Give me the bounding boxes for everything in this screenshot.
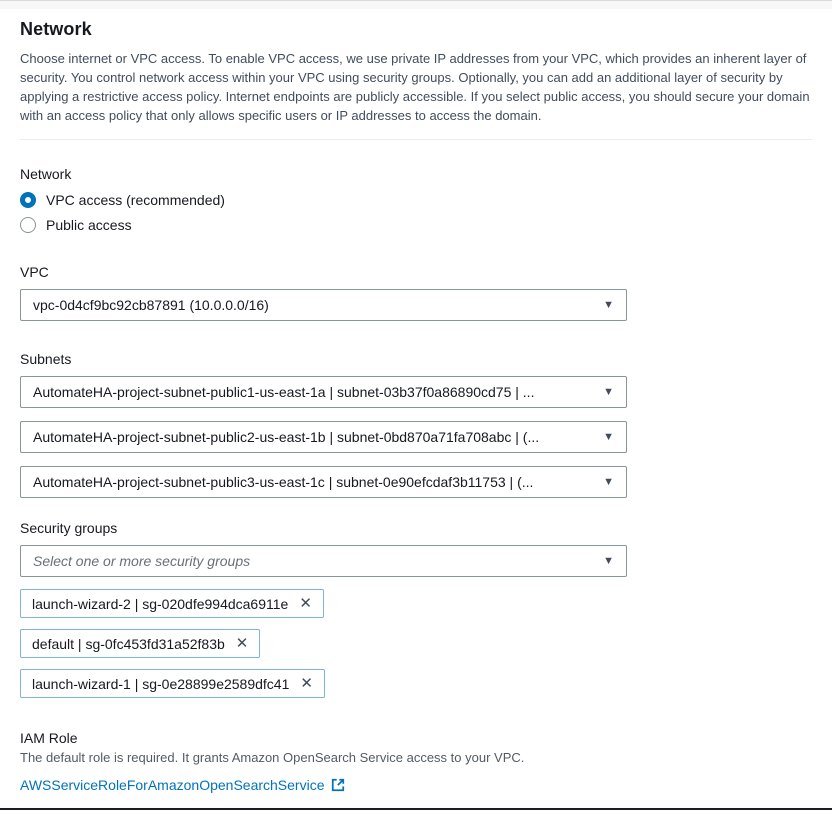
security-group-chip: launch-wizard-1 | sg-0e28899e2589dfc41 ✕ bbox=[20, 669, 325, 698]
section-header bbox=[20, 9, 812, 125]
security-group-chip: launch-wizard-2 | sg-020dfe994dca6911e ✕ bbox=[20, 589, 324, 618]
radio-public-access-label: Public access bbox=[46, 217, 132, 233]
network-access-label: Network bbox=[20, 166, 72, 182]
subnet-select-3-value: AutomateHA-project-subnet-public3-us-east-1c | subnet-0e90efcdaf3b11753 | (... bbox=[33, 474, 534, 490]
external-link-icon bbox=[331, 778, 345, 792]
chevron-down-icon: ▼ bbox=[603, 554, 614, 567]
vpc-select-value: vpc-0d4cf9bc92cb87891 (10.0.0.0/16) bbox=[33, 297, 269, 313]
security-groups-placeholder: Select one or more security groups bbox=[33, 553, 251, 569]
security-group-chip: default | sg-0fc453fd31a52f83b ✕ bbox=[20, 629, 260, 658]
iam-role-description: The default role is required. It grants Amazon OpenSearch Service access to your VPC. bbox=[20, 750, 525, 765]
security-groups-select[interactable] bbox=[20, 545, 627, 577]
section-title: Network bbox=[20, 19, 92, 39]
subnet-select-2-value: AutomateHA-project-subnet-public2-us-east-1b | subnet-0bd870a71fa708abc | (... bbox=[33, 429, 540, 445]
security-groups-label: Security groups bbox=[20, 520, 118, 536]
subnets-label: Subnets bbox=[20, 351, 72, 367]
chevron-down-icon: ▼ bbox=[603, 298, 614, 311]
iam-role-label: IAM Role bbox=[20, 730, 78, 746]
iam-role-link[interactable] bbox=[20, 777, 345, 793]
radio-selected-icon[interactable] bbox=[20, 192, 36, 208]
vpc-label: VPC bbox=[20, 264, 49, 280]
vpc-select[interactable] bbox=[20, 289, 627, 321]
radio-public-access[interactable] bbox=[20, 217, 132, 233]
chevron-down-icon: ▼ bbox=[603, 475, 614, 488]
radio-vpc-access-label: VPC access (recommended) bbox=[46, 192, 225, 208]
remove-chip-icon[interactable]: ✕ bbox=[235, 635, 249, 652]
header-divider bbox=[20, 139, 812, 140]
subnet-select-1[interactable] bbox=[20, 376, 627, 408]
page-top-edge bbox=[0, 1, 832, 9]
iam-role-section bbox=[20, 730, 812, 795]
chevron-down-icon: ▼ bbox=[603, 385, 614, 398]
subnet-select-2[interactable] bbox=[20, 421, 627, 453]
remove-chip-icon[interactable]: ✕ bbox=[299, 595, 312, 612]
security-group-chip-list bbox=[20, 589, 812, 709]
radio-unselected-icon[interactable] bbox=[20, 217, 36, 233]
subnet-select-1-value: AutomateHA-project-subnet-public1-us-east-1a | subnet-03b37f0a86890cd75 | ... bbox=[33, 384, 535, 400]
radio-vpc-access[interactable] bbox=[20, 192, 225, 208]
chevron-down-icon: ▼ bbox=[603, 430, 614, 443]
iam-role-link-label: AWSServiceRoleForAmazonOpenSearchService bbox=[20, 777, 325, 793]
section-description: Choose internet or VPC access. To enable VPC access, we use private IP addresses from your VPC, which provides an inherent layer of security. You control network access within your VPC using security groups. Optionally, you can add an additional layer of security by applying a restrictive access policy. Internet endpoints are publicly accessible. If you select public access, you should secure your domain with an access policy that only allows specific users or IP addresses to access the domain. bbox=[20, 51, 810, 123]
network-settings-panel bbox=[0, 9, 832, 795]
page-bottom-edge bbox=[0, 808, 832, 810]
subnet-select-3[interactable] bbox=[20, 466, 627, 498]
subnet-select-group bbox=[20, 376, 812, 498]
remove-chip-icon[interactable]: ✕ bbox=[300, 675, 313, 692]
